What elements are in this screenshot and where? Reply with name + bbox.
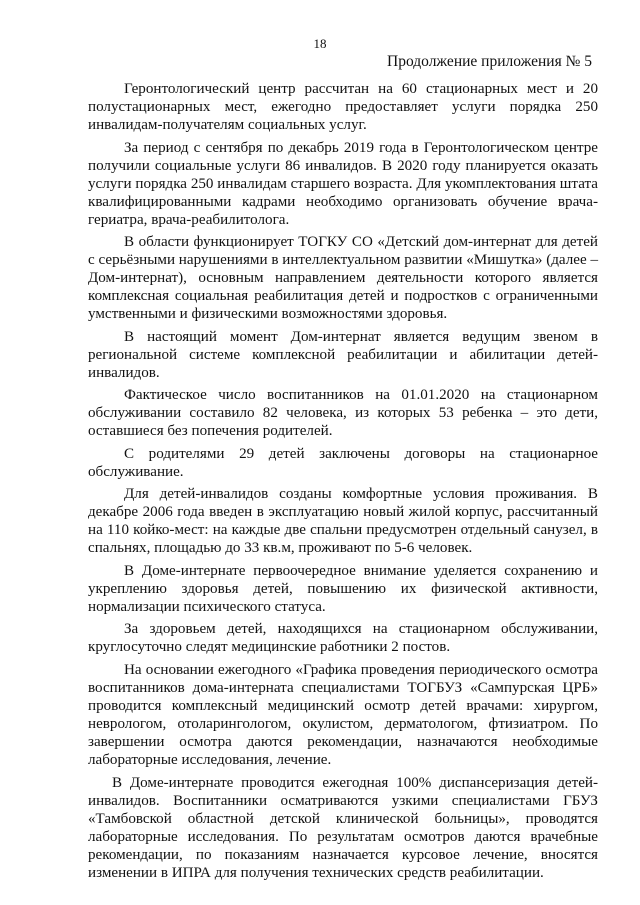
paragraph: С родителями 29 детей заключены договоры на стационарное обслуживание. — [88, 445, 598, 480]
page-number: 18 — [313, 36, 327, 51]
paragraph: В области функционирует ТОГКУ СО «Детский дом-интернат для детей с серьёзными нарушениями в интеллектуальном развитии «Мишутка» (далее – Дом-интернат), основным направлением деятельности которого является комплексная социальная реабилитация детей и подростков с ограниченными умственными и физическими возможностями здоровья. — [88, 234, 598, 323]
paragraph: В настоящий момент Дом-интернат является ведущим звеном в региональной системе комплексной реабилитации и абилитации детей-инвалидов. — [88, 328, 598, 381]
paragraph: В Доме-интернате первоочередное внимание уделяется сохранению и укреплению здоровья детей, повышению их физической активности, нормализации психического статуса. — [88, 562, 598, 615]
paragraph: Для детей-инвалидов созданы комфортные условия проживания. В декабре 2006 года введен в эксплуатацию новый жилой корпус, рассчитанный на 110 койко-мест: на каждые две спальни предусмотрен отдельный санузел, в спальнях, площадью до 33 кв.м, проживают по 5-6 человек. — [88, 486, 598, 557]
paragraph: В Доме-интернате проводится ежегодная 100% диспансеризация детей-инвалидов. Воспитанники осматриваются узкими специалистами ГБУЗ «Тамбовской областной детской клинической больницы», проводятся лабораторные исследования. По результатам осмотров даются врачебные рекомендации, по показаниям назначается курсовое лечение, вносятся изменении в ИПРА для получения технических средств реабилитации. — [88, 774, 598, 881]
paragraph: На основании ежегодного «Графика проведения периодического осмотра воспитанников дома-интерната специалистами ТОГБУЗ «Сампурская ЦРБ» проводится комплексный медицинский осмотр детей врачами: хирургом, неврологом, отоларингологом, окулистом, дерматологом, фтизиатром. По завершении осмотра даются рекомендации, назначаются необходимые лабораторные исследования, лечение. — [88, 661, 598, 769]
paragraph: За здоровьем детей, находящихся на стационарном обслуживании, круглосуточно следят медицинские работники 2 постов. — [88, 621, 598, 656]
paragraph: Фактическое число воспитанников на 01.01.2020 на стационарном обслуживании составило 82 человека, из которых 53 ребенка – это дети, оставшиеся без попечения родителей. — [88, 387, 598, 440]
body-text — [88, 80, 598, 886]
paragraph: Геронтологический центр рассчитан на 60 стационарных мест и 20 полустационарных мест, ежегодно предоставляет услуги порядка 250 инвалидам-получателям социальных услуг. — [88, 81, 598, 134]
paragraph: За период с сентября по декабрь 2019 года в Геронтологическом центре получили социальные услуги 86 инвалидов. В 2020 году планируется оказать услуги порядка 250 инвалидам старшего возраста. Для укомплектования штата квалифицированными кадрами необходимо организовать обучение врача-гериатра, врача-реабилитолога. — [88, 139, 598, 228]
appendix-heading: Продолжение приложения № 5 — [387, 53, 592, 70]
